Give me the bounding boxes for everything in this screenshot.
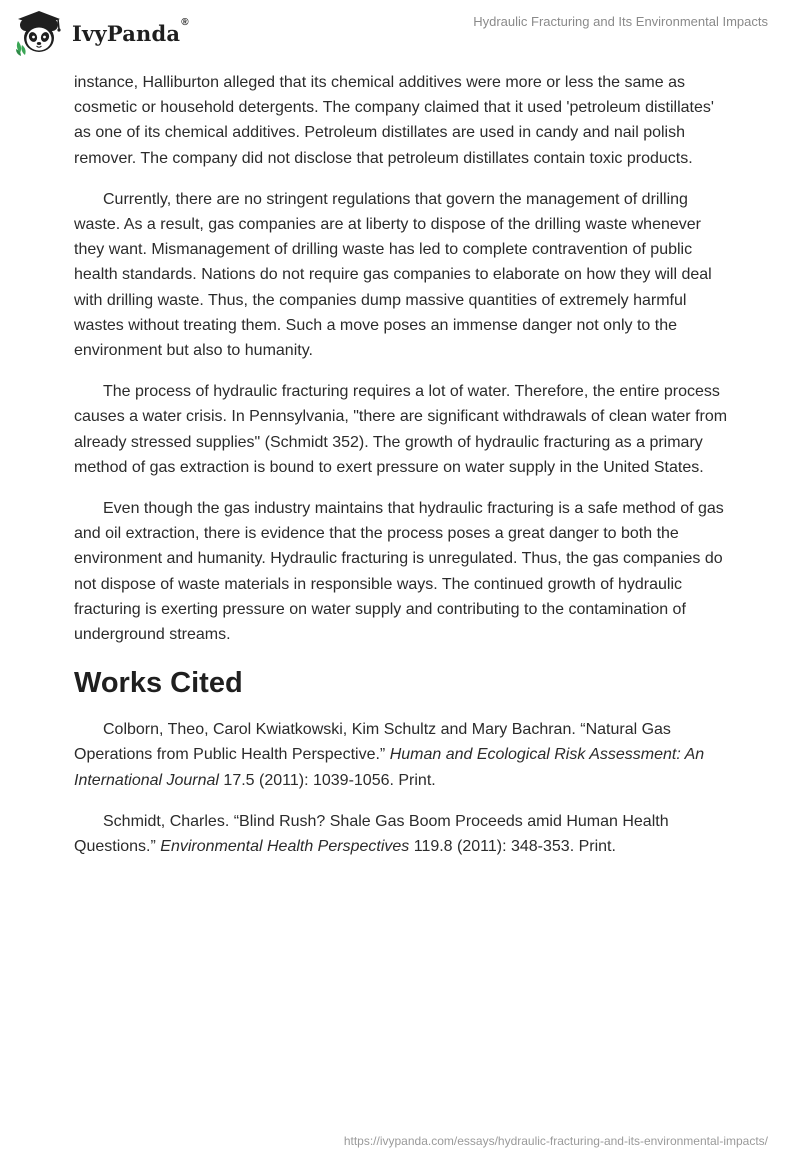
citation-entry <box>74 809 734 859</box>
ivypanda-logo[interactable] <box>14 9 189 57</box>
page-header <box>0 0 800 70</box>
registered-mark: ® <box>181 16 189 28</box>
document-title: Hydraulic Fracturing and Its Environmental Impacts <box>473 14 768 29</box>
panda-logo-icon <box>14 9 66 57</box>
citation-journal: Human and Ecological Risk Assessment: An International Journal <box>74 746 705 789</box>
body-paragraph: Currently, there are no stringent regulations that govern the management of drilling waste. As a result, gas companies are at liberty to dispose of the drilling waste whenever they want. Mismanagement of drilling waste has led to complete contravention of public health standards. Nations do not require gas companies to elaborate on how they will deal with drilling waste. Thus, the companies dump massive quantities of extremely harmful wastes without treating them. Such a move poses an immense danger not only to the environment but also to humanity. <box>74 190 712 360</box>
works-cited-heading: Works Cited <box>74 667 243 700</box>
citation-details: 119.8 (2011): 348-353. Print. <box>409 838 616 856</box>
citation-text: Schmidt, Charles. “Blind Rush? Shale Gas Boom Proceeds amid Human Health Questions.” <box>74 812 669 856</box>
citation-journal: Environmental Health Perspectives <box>160 838 410 856</box>
citation-entry <box>74 717 734 793</box>
body-paragraph: instance, Halliburton alleged that its chemical additives were more or less the same as cosmetic or household detergents. The company claimed that it used 'petroleum distillates' as one of its chemical additives. Petroleum distillates are used in candy and nail polish remover. The company did not disclose that petroleum distillates contain toxic products. <box>74 74 714 167</box>
body-paragraph: The process of hydraulic fracturing requires a lot of water. Therefore, the entire process causes a water crisis. In Pennsylvania, "there are significant withdrawals of clean water from already stressed supplies" (Schmidt 352). The growth of hydraulic fracturing as a primary method of gas extraction is bound to exert pressure on water supply in the United States. <box>74 383 728 476</box>
citation-details: 17.5 (2011): 1039-1056. Print. <box>218 771 436 789</box>
brand-name: IvyPanda® <box>72 16 189 46</box>
citation-text: Colborn, Theo, Carol Kwiatkowski, Kim Schultz and Mary Bachran. “Natural Gas Operations from Public Health Perspective.” <box>74 721 671 764</box>
source-url-link[interactable]: https://ivypanda.com/essays/hydraulic-fracturing-and-its-environmental-impacts/ <box>343 1134 768 1148</box>
essay-content <box>74 70 734 875</box>
body-paragraph: Even though the gas industry maintains that hydraulic fracturing is a safe method of gas and oil extraction, there is evidence that the process poses a great danger to both the environment and humanity. Hydraulic fracturing is unregulated. Thus, the gas companies do not dispose of waste materials in responsible ways. The continued growth of hydraulic fracturing is exerting pressure on water supply and contributing to the contamination of underground streams. <box>74 500 724 644</box>
